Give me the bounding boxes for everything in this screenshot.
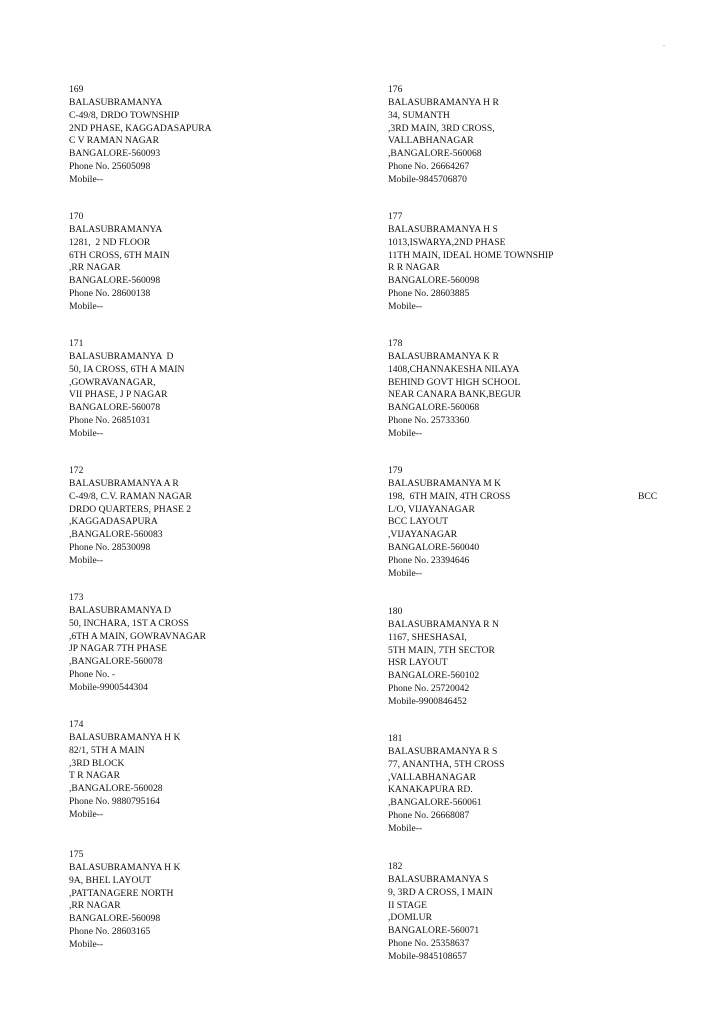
entry-address-line: ,3RD BLOCK (69, 757, 125, 769)
entry-address-line: ,VALLABHANAGAR (388, 771, 477, 783)
entry-address-line: NEAR CANARA BANK,BEGUR (388, 389, 521, 401)
entry-address-line: L/O, VIJAYANAGAR (388, 503, 475, 515)
entry-number: 177 (388, 211, 403, 222)
entry-name: BALASUBRAMANYA H S (388, 223, 498, 235)
directory-entry (69, 719, 180, 822)
entry-address-line: 6TH CROSS, 6TH MAIN (69, 249, 170, 261)
entry-address-line: 34, SUMANTH (388, 109, 450, 121)
directory-entry (69, 84, 212, 187)
entry-number: 181 (388, 733, 403, 744)
entry-address-line: 1013,ISWARYA,2ND PHASE (388, 236, 506, 248)
entry-mobile: Mobile-9900544304 (69, 681, 148, 693)
entry-number: 178 (388, 338, 403, 349)
directory-entry (69, 592, 206, 695)
entry-mobile: Mobile-- (69, 554, 104, 566)
entry-address-line: ,KAGGADASAPURA (69, 516, 158, 528)
entry-number: 170 (69, 211, 84, 222)
directory-entry (69, 849, 180, 952)
entry-mobile: Mobile-- (69, 938, 104, 950)
entry-address-line: ,GOWRAVANAGAR, (69, 376, 156, 388)
entry-number: 169 (69, 84, 84, 95)
entry-address-line: 1167, SHESHASAI, (388, 631, 467, 643)
entry-phone: Phone No. 25733360 (388, 415, 470, 427)
entry-mobile: Mobile-- (69, 173, 104, 185)
entry-phone: Phone No. 23394646 (388, 554, 470, 566)
entry-mobile: Mobile-9845706870 (388, 173, 467, 185)
entry-address-line: ,BANGALORE-560078 (69, 656, 163, 668)
entry-phone: Phone No. 26668087 (388, 810, 470, 822)
entry-address-line: BANGALORE-560098 (388, 275, 480, 287)
scan-mark (663, 45, 665, 46)
entry-phone: Phone No. 9880795164 (69, 796, 160, 808)
entry-number: 173 (69, 592, 84, 603)
entry-address-line: II STAGE (388, 899, 427, 911)
entry-address-line: ,BANGALORE-560028 (69, 783, 163, 795)
entry-name: BALASUBRAMANYA H R (388, 96, 499, 108)
entry-name: BALASUBRAMANYA H K (69, 731, 181, 743)
entry-address-line: 2ND PHASE, KAGGADASAPURA (69, 122, 212, 134)
entry-address-line: R R NAGAR (388, 262, 440, 274)
entry-address-line: 9, 3RD A CROSS, I MAIN (388, 886, 493, 898)
entry-name: BALASUBRAMANYA R S (388, 745, 498, 757)
entry-address-line: ,DOMLUR (388, 912, 432, 924)
entry-address-line: HSR LAYOUT (388, 657, 448, 669)
entry-address-line: DRDO QUARTERS, PHASE 2 (69, 503, 192, 515)
entry-address-line: BANGALORE-560098 (69, 913, 161, 925)
entry-address-line: C-49/8, DRDO TOWNSHIP (69, 109, 180, 121)
entry-address-line: BANGALORE-560040 (388, 542, 480, 554)
floating-bcc-text: BCC (638, 491, 658, 502)
directory-entry (69, 338, 184, 441)
entry-address-line: ,BANGALORE-560083 (69, 529, 163, 541)
entry-address-line: ,3RD MAIN, 3RD CROSS, (388, 122, 495, 134)
entry-number: 176 (388, 84, 403, 95)
entry-mobile: Mobile-- (388, 427, 423, 439)
entry-address-line: 1408,CHANNAKESHA NILAYA (388, 363, 520, 375)
entry-number: 171 (69, 338, 84, 349)
entry-phone: Phone No. 28530098 (69, 542, 151, 554)
entry-address-line: BANGALORE-560098 (69, 275, 161, 287)
entry-name: BALASUBRAMANYA H K (69, 861, 181, 873)
entry-address-line: 50, INCHARA, 1ST A CROSS (69, 617, 189, 629)
entry-mobile: Mobile-9900846452 (388, 695, 467, 707)
entry-phone: Phone No. 25358637 (388, 938, 470, 950)
entry-address-line: C-49/8, C.V. RAMAN NAGAR (69, 490, 192, 502)
entry-address-line: BEHIND GOVT HIGH SCHOOL (388, 376, 521, 388)
entry-address-line: BANGALORE-560071 (388, 925, 480, 937)
directory-entry (69, 465, 192, 568)
directory-entry (388, 733, 504, 836)
entry-name: BALASUBRAMANYA D (69, 350, 174, 362)
entry-phone: Phone No. 25605098 (69, 161, 151, 173)
entry-number: 175 (69, 849, 84, 860)
entry-phone: Phone No. 28603165 (69, 926, 151, 938)
entry-address-line: ,RR NAGAR (69, 900, 121, 912)
entry-address-line: ,RR NAGAR (69, 262, 121, 274)
entry-phone: Phone No. 26851031 (69, 415, 151, 427)
entry-name: BALASUBRAMANYA D (69, 604, 172, 616)
entry-address-line: 11TH MAIN, IDEAL HOME TOWNSHIP (388, 249, 554, 261)
entry-address-line: 5TH MAIN, 7TH SECTOR (388, 644, 495, 656)
entry-address-line: 9A, BHEL LAYOUT (69, 874, 152, 886)
entry-number: 172 (69, 465, 84, 476)
entry-name: BALASUBRAMANYA K R (388, 350, 499, 362)
entry-address-line: 77, ANANTHA, 5TH CROSS (388, 758, 505, 770)
entry-mobile: Mobile-9845108657 (388, 950, 467, 962)
entry-number: 174 (69, 719, 84, 730)
entry-address-line: BANGALORE-560102 (388, 670, 480, 682)
entry-number: 180 (388, 606, 403, 617)
directory-entry (69, 211, 170, 314)
entry-address-line: C V RAMAN NAGAR (69, 135, 160, 147)
entry-name: BALASUBRAMANYA (69, 96, 163, 108)
entry-mobile: Mobile-- (69, 808, 104, 820)
directory-entry (388, 84, 499, 187)
entry-address-line: 1281, 2 ND FLOOR (69, 236, 151, 248)
entry-phone: Phone No. 28600138 (69, 288, 151, 300)
directory-entry (388, 211, 553, 314)
entry-address-line: BANGALORE-560078 (69, 402, 161, 414)
directory-entry (388, 338, 521, 441)
entry-mobile: Mobile-- (388, 567, 423, 579)
entry-name: BALASUBRAMANYA A R (69, 477, 179, 489)
entry-address-line: BANGALORE-560093 (69, 148, 161, 160)
entry-address-line: KANAKAPURA RD. (388, 784, 473, 796)
directory-entry (388, 861, 493, 964)
entry-name: BALASUBRAMANYA S (388, 873, 489, 885)
entry-number: 182 (388, 861, 403, 872)
entry-mobile: Mobile-- (69, 427, 104, 439)
entry-address-line: 50, IA CROSS, 6TH A MAIN (69, 363, 185, 375)
entry-address-line: ,6TH A MAIN, GOWRAVNAGAR (69, 630, 207, 642)
entry-address-line: BANGALORE-560068 (388, 402, 480, 414)
entry-address-line: VII PHASE, J P NAGAR (69, 389, 168, 401)
entry-name: BALASUBRAMANYA R N (388, 618, 499, 630)
entry-number: 179 (388, 465, 403, 476)
entry-address-line: ,BANGALORE-560068 (388, 148, 482, 160)
entry-address-line: VALLABHANAGAR (388, 135, 474, 147)
entry-phone: Phone No. - (69, 669, 116, 681)
entry-phone: Phone No. 25720042 (388, 683, 470, 695)
entry-phone: Phone No. 26664267 (388, 161, 470, 173)
entry-address-line: ,VIJAYANAGAR (388, 529, 458, 541)
entry-address-line: ,PATTANAGERE NORTH (69, 887, 174, 899)
entry-name: BALASUBRAMANYA M K (388, 477, 502, 489)
entry-address-line: JP NAGAR 7TH PHASE (69, 643, 167, 655)
directory-entry (388, 606, 499, 709)
entry-address-line: T R NAGAR (69, 770, 120, 782)
entry-name: BALASUBRAMANYA (69, 223, 163, 235)
entry-phone: Phone No. 28603885 (388, 288, 470, 300)
entry-mobile: Mobile-- (388, 822, 423, 834)
entry-mobile: Mobile-- (388, 300, 423, 312)
entry-address-line: ,BANGALORE-560061 (388, 797, 482, 809)
directory-entry (388, 465, 510, 581)
entry-address-line: 198, 6TH MAIN, 4TH CROSS (388, 490, 511, 502)
entry-mobile: Mobile-- (69, 300, 104, 312)
entry-address-line: BCC LAYOUT (388, 516, 449, 528)
entry-address-line: 82/1, 5TH A MAIN (69, 744, 145, 756)
